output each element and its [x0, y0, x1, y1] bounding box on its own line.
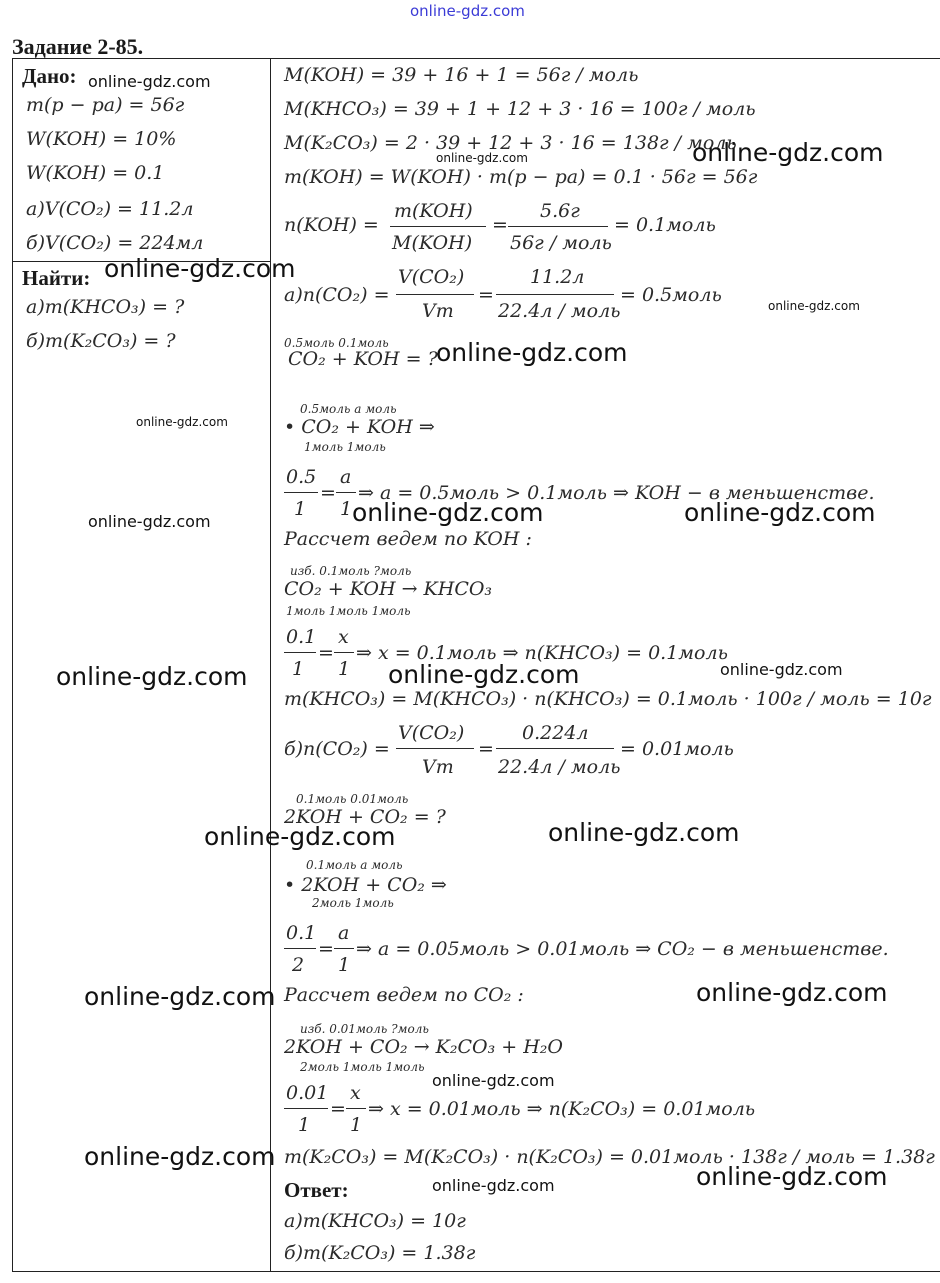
- fraction-numerator: 0.1: [286, 626, 317, 648]
- reaction-equation: • CO₂ + KOH ⇒: [284, 416, 435, 438]
- watermark: online-gdz.com: [436, 151, 528, 165]
- fraction-numerator: V(CO₂): [398, 266, 465, 288]
- equals-sign: =: [320, 482, 336, 504]
- watermark: online-gdz.com: [432, 1176, 555, 1195]
- fraction-numerator: 0.1: [286, 922, 317, 944]
- answer-line: a)m(KHCO₃) = 10г: [284, 1210, 466, 1232]
- equals-sign: =: [492, 214, 508, 236]
- watermark: online-gdz.com: [720, 660, 843, 679]
- watermark: online-gdz.com: [136, 415, 228, 429]
- watermark: online-gdz.com: [204, 822, 396, 851]
- fraction-numerator: x: [338, 626, 349, 648]
- find-line: б)m(K₂CO₃) = ?: [26, 330, 176, 352]
- reaction-annotation: 0.1моль a моль: [306, 858, 403, 872]
- reaction-annotation: 1моль 1моль 1моль: [286, 604, 411, 618]
- proportion-result: ⇒ a = 0.5моль > 0.1моль ⇒ KOH − в меньшенстве.: [358, 482, 875, 504]
- given-line: m(p − pa) = 56г: [26, 94, 185, 116]
- reaction-equation: 2KOH + CO₂ = ?: [284, 806, 446, 828]
- reaction-annotation: изб. 0.01моль ?моль: [300, 1022, 429, 1036]
- fraction-denominator: Vm: [422, 300, 454, 322]
- fraction-numerator: m(KOH): [394, 200, 473, 222]
- reaction-equation: CO₂ + KOH = ?: [288, 348, 438, 370]
- equals-sign: =: [478, 738, 494, 760]
- moles-koh-label: n(KOH) =: [284, 214, 379, 236]
- fraction-numerator: 0.5: [286, 466, 317, 488]
- fraction-numerator: a: [338, 922, 350, 944]
- calculation-note: Рассчет ведем по CO₂ :: [284, 984, 524, 1006]
- reaction-equation: • 2KOH + CO₂ ⇒: [284, 874, 447, 896]
- watermark: online-gdz.com: [388, 660, 580, 689]
- fraction-denominator: M(KOH): [392, 232, 473, 254]
- proportion-result: ⇒ a = 0.05моль > 0.01моль ⇒ CO₂ − в меньшенстве.: [356, 938, 889, 960]
- reaction-annotation: 0.5моль 0.1моль: [284, 336, 389, 350]
- find-heading: Найти:: [22, 266, 91, 290]
- given-heading: Дано:: [22, 64, 77, 88]
- fraction-denominator: 1: [338, 954, 351, 976]
- watermark: online-gdz.com: [684, 498, 876, 527]
- equals-sign: =: [330, 1098, 346, 1120]
- watermark: online-gdz.com: [84, 982, 276, 1011]
- given-line: W(KOH) = 0.1: [26, 162, 165, 184]
- watermark: online-gdz.com: [104, 254, 296, 283]
- mass-khco3: m(KHCO₃) = M(KHCO₃) · n(KHCO₃) = 0.1моль · 100г / моль = 10г: [284, 688, 932, 710]
- answer-heading: Ответ:: [284, 1178, 349, 1202]
- moles-co2-a-label: a)n(CO₂) =: [284, 284, 390, 306]
- reaction-annotation: 2моль 1моль 1моль: [300, 1060, 425, 1074]
- molar-mass-khco3: M(KHCO₃) = 39 + 1 + 12 + 3 · 16 = 100г / моль: [284, 98, 756, 120]
- reaction-annotation: изб. 0.1моль ?моль: [290, 564, 412, 578]
- result: = 0.01моль: [620, 738, 734, 760]
- equals-sign: =: [478, 284, 494, 306]
- reaction-equation: 2KOH + CO₂ → K₂CO₃ + H₂O: [284, 1036, 563, 1058]
- site-header-link[interactable]: online-gdz.com: [410, 2, 525, 20]
- moles-co2-b-label: б)n(CO₂) =: [284, 738, 390, 760]
- watermark: online-gdz.com: [84, 1142, 276, 1171]
- fraction-numerator: a: [340, 466, 352, 488]
- watermark: online-gdz.com: [548, 818, 740, 847]
- given-line: a)V(CO₂) = 11.2л: [26, 198, 194, 220]
- watermark: online-gdz.com: [352, 498, 544, 527]
- answer-line: б)m(K₂CO₃) = 1.38г: [284, 1242, 476, 1264]
- fraction-denominator: 56г / моль: [510, 232, 612, 254]
- reaction-annotation: 2моль 1моль: [312, 896, 394, 910]
- fraction-denominator: 22.4л / моль: [498, 756, 621, 778]
- fraction-numerator: 0.01: [286, 1082, 329, 1104]
- task-title: Задание 2-85.: [12, 34, 144, 59]
- molar-mass-koh: M(KOH) = 39 + 16 + 1 = 56г / моль: [284, 64, 639, 86]
- fraction-denominator: 1: [338, 658, 351, 680]
- reaction-annotation: 1моль 1моль: [304, 440, 386, 454]
- watermark: online-gdz.com: [768, 299, 860, 313]
- proportion-result: ⇒ x = 0.01моль ⇒ n(K₂CO₃) = 0.01моль: [368, 1098, 756, 1120]
- result: = 0.5моль: [620, 284, 722, 306]
- fraction-denominator: 22.4л / моль: [498, 300, 621, 322]
- fraction-numerator: V(CO₂): [398, 722, 465, 744]
- mass-koh: m(KOH) = W(KOH) · m(p − pa) = 0.1 · 56г = 56г: [284, 166, 758, 188]
- find-line: a)m(KHCO₃) = ?: [26, 296, 185, 318]
- fraction-numerator: 11.2л: [530, 266, 585, 288]
- given-line: W(KOH) = 10%: [26, 128, 177, 150]
- fraction-numerator: 5.6г: [540, 200, 580, 222]
- equals-sign: =: [318, 938, 334, 960]
- fraction-denominator: 1: [292, 658, 305, 680]
- watermark: online-gdz.com: [696, 1162, 888, 1191]
- watermark: online-gdz.com: [432, 1071, 555, 1090]
- calculation-note: Рассчет ведем по KOH :: [284, 528, 532, 550]
- watermark: online-gdz.com: [88, 72, 211, 91]
- proportion-result: ⇒ x = 0.1моль ⇒ n(KHCO₃) = 0.1моль: [356, 642, 728, 664]
- watermark: online-gdz.com: [88, 512, 211, 531]
- fraction-denominator: Vm: [422, 756, 454, 778]
- mass-k2co3: m(K₂CO₃) = M(K₂CO₃) · n(K₂CO₃) = 0.01моль · 138г / моль = 1.38г: [284, 1146, 935, 1168]
- given-line: б)V(CO₂) = 224мл: [26, 232, 204, 254]
- fraction-denominator: 1: [294, 498, 307, 520]
- fraction-denominator: 1: [340, 498, 353, 520]
- result: = 0.1моль: [614, 214, 716, 236]
- column-divider: [270, 58, 271, 1272]
- fraction-numerator: 0.224л: [522, 722, 589, 744]
- watermark: online-gdz.com: [56, 662, 248, 691]
- reaction-annotation: 0.5моль a моль: [300, 402, 397, 416]
- reaction-annotation: 0.1моль 0.01моль: [296, 792, 409, 806]
- watermark: online-gdz.com: [696, 978, 888, 1007]
- fraction-denominator: 2: [292, 954, 305, 976]
- fraction-numerator: x: [350, 1082, 361, 1104]
- fraction-denominator: 1: [350, 1114, 363, 1136]
- watermark: online-gdz.com: [692, 138, 884, 167]
- molar-mass-k2co3: M(K₂CO₃) = 2 · 39 + 12 + 3 · 16 = 138г / моль: [284, 132, 737, 154]
- watermark: online-gdz.com: [436, 338, 628, 367]
- reaction-equation: CO₂ + KOH → KHCO₃: [284, 578, 493, 600]
- fraction-denominator: 1: [298, 1114, 311, 1136]
- equals-sign: =: [318, 642, 334, 664]
